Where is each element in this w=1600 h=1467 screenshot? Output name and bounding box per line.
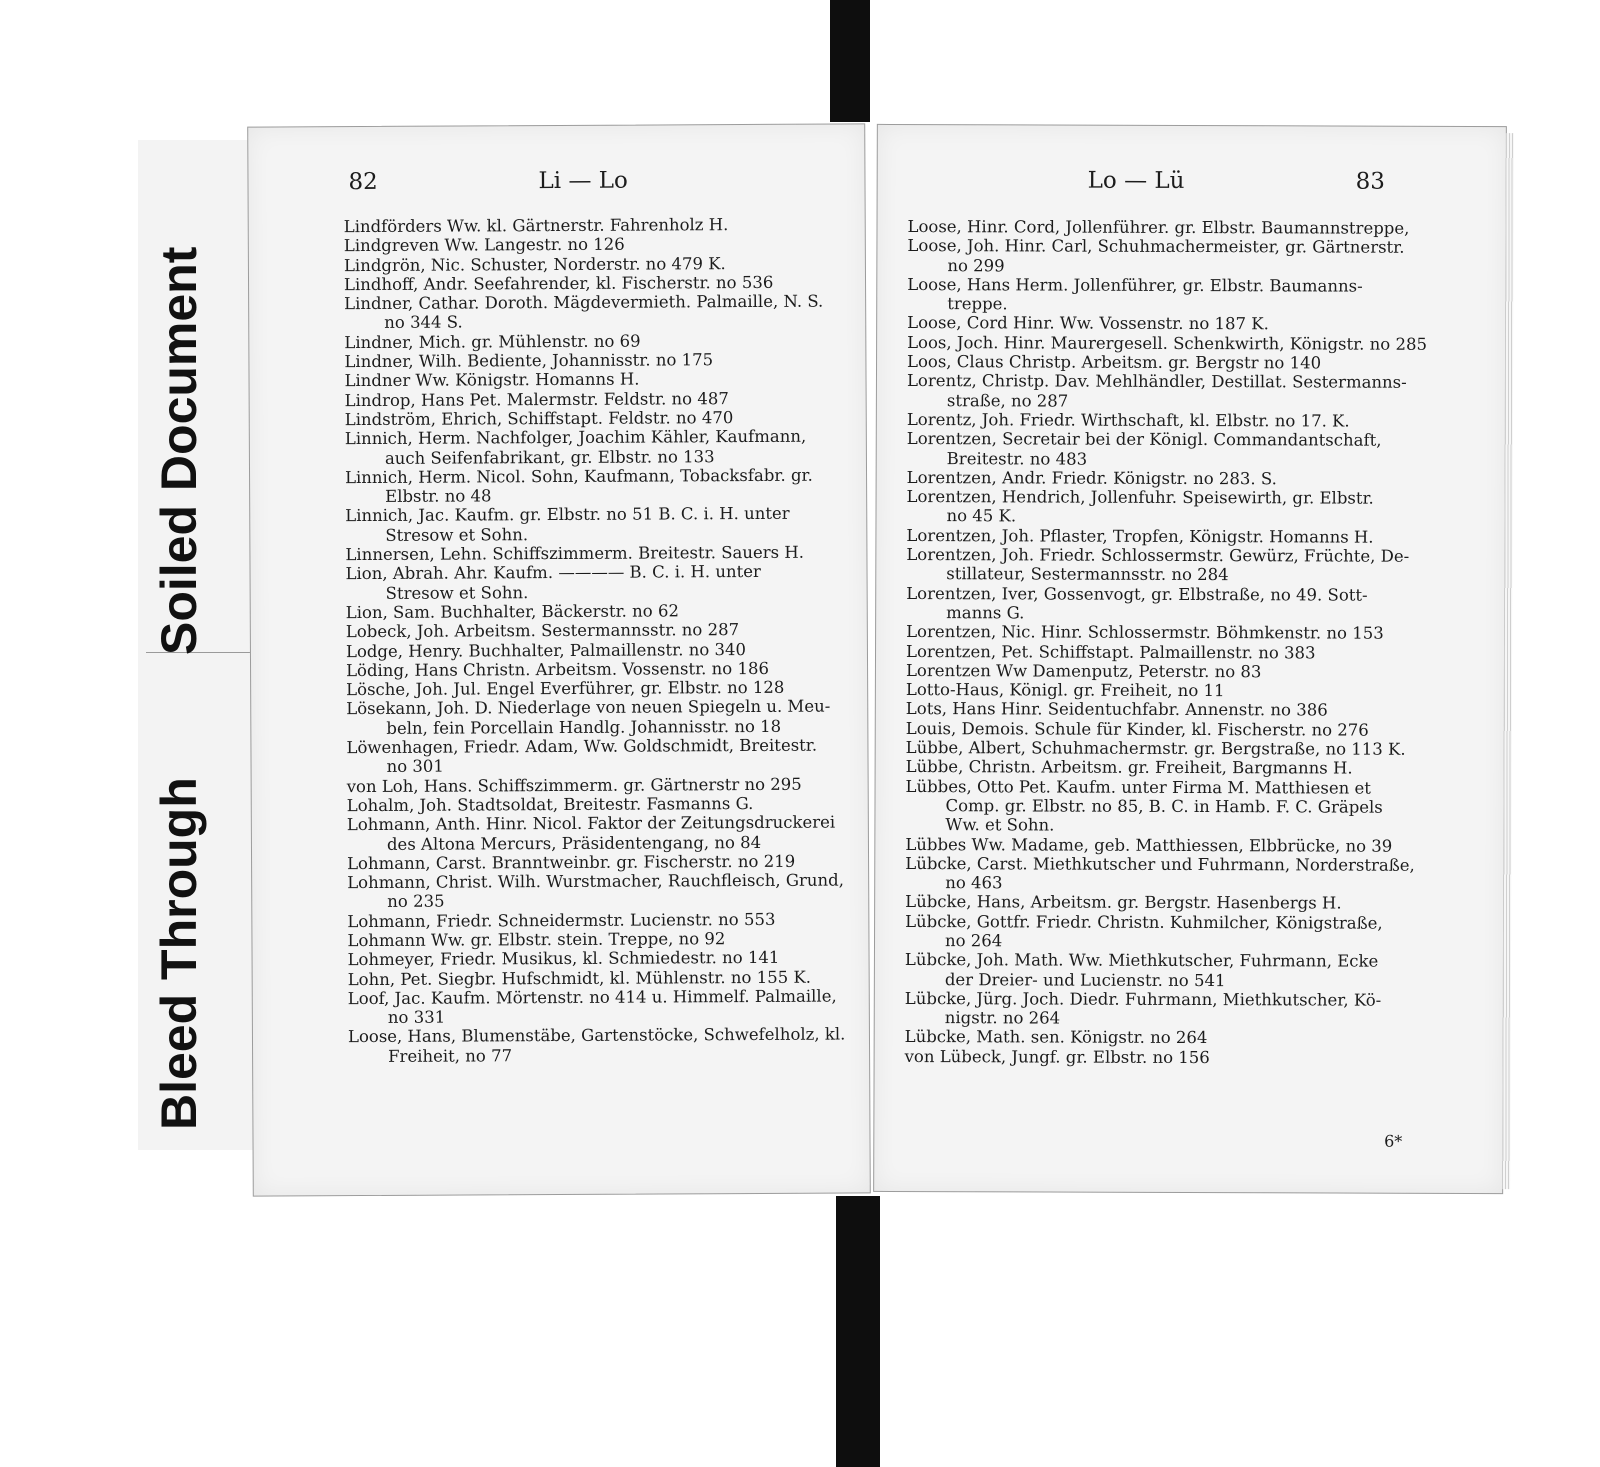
entry-line: Linnich, Jac. Kaufm. gr. Elbstr. no 51 B. C. i. H. unter [345,504,790,526]
entry-line: Comp. gr. Elbstr. no 85, B. C. in Hamb. F. C. Gräpels [945,796,1383,817]
stamp-label-soiled-document: Soiled Document [151,246,207,655]
entry-line: von Loh, Hans. Schiffszimmerm. gr. Gärtnerstr no 295 [346,774,802,796]
entry-line: Lorentzen Ww Damenputz, Peterstr. no 83 [905,660,1262,682]
entry-line: Löwenhagen, Friedr. Adam, Ww. Goldschmidt, Breitestr. [346,735,818,758]
entry-line: no 344 S. [384,312,463,333]
entry-line: Lindner, Mich. gr. Mühlenstr. no 69 [344,331,641,352]
entry-line: Lindgrön, Nic. Schuster, Norderstr. no 479 K. [343,253,726,275]
entry-line: Lots, Hans Hinr. Seidentuchfabr. Annenstr. no 386 [905,699,1328,720]
entry-line: Lorentz, Joh. Friedr. Wirthschaft, kl. Elbstr. no 17. K. [906,409,1350,431]
entry-line: Lübcke, Joh. Math. Ww. Miethkutscher, Fuhrmann, Ecke [904,950,1379,971]
entry-line: no 264 [944,931,1003,951]
entry-line: Lübcke, Carst. Miethkutscher und Fuhrmann, Norderstraße, [905,853,1415,875]
entry-line: Lösche, Joh. Jul. Engel Everführer, gr. Elbstr. no 128 [346,677,785,700]
entry-line: Lorentzen, Joh. Friedr. Schlossermstr. Gewürz, Früchte, De- [906,545,1410,566]
right-page-number: 83 [1355,168,1385,195]
left-page-number: 82 [348,168,378,196]
entry-line: manns G. [946,603,1025,623]
entry-line: Lindrop, Hans Pet. Malermstr. Feldstr. no 487 [344,388,729,410]
entry-line: Lübcke, Jürg. Joch. Diedr. Fuhrmann, Miethkutscher, Kö- [904,988,1382,1010]
entry-line: Loose, Cord Hinr. Ww. Vossenstr. no 187 K. [907,313,1269,334]
entry-line: Lohalm, Joh. Stadtsoldat, Breitestr. Fasmanns G. [346,793,754,816]
entry-line: Lübbe, Christn. Arbeitsm. gr. Freiheit, Bargmanns H. [905,757,1353,778]
entry-line: Linnich, Herm. Nicol. Sohn, Kaufmann, Tobacksfabr. gr. [344,465,813,487]
entry-line: Linnich, Herm. Nachfolger, Joachim Kähler, Kaufmann, [344,426,807,449]
entry-line: Lindgreven Ww. Langestr. no 126 [343,234,625,256]
entry-line: Lohmann, Friedr. Schneidermstr. Lucienstr. no 553 [347,909,776,931]
entry-line: Lohn, Pet. Siegbr. Hufschmidt, kl. Mühlenstr. no 155 K. [347,967,812,989]
entry-line: Lobeck, Joh. Arbeitsm. Sestermannsstr. no 287 [345,620,740,642]
entry-line: Lorentz, Christp. Dav. Mehlhändler, Destillat. Sestermanns- [906,371,1407,393]
entry-line: Loof, Jac. Kaufm. Mörtenstr. no 414 u. Himmelf. Palmaille, [347,986,837,1008]
entry-line: Lübbes Ww. Madame, geb. Matthiessen, Elbbrücke, no 39 [905,834,1393,856]
entry-line: treppe. [947,294,1008,314]
right-page [873,124,1507,1194]
entry-line: Lübbes, Otto Pet. Kaufm. unter Firma M. Matthiesen et [905,776,1371,798]
entry-line: stillateur, Sestermannsstr. no 284 [946,564,1229,585]
entry-line: nigstr. no 264 [944,1008,1061,1028]
signature-mark: 6* [1384,1131,1403,1151]
entry-line: Lohmeyer, Friedr. Musikus, kl. Schmiedestr. no 141 [347,948,780,970]
entry-line: Lorentzen, Iver, Gossenvogt, gr. Elbstraße, no 49. Sott- [906,583,1368,605]
entry-line: Linnersen, Lehn. Schiffszimmerm. Breitestr. Sauers H. [345,542,805,565]
entry-line: no 235 [387,891,445,912]
entry-line: no 463 [945,873,1003,893]
right-entry-list [905,217,1428,1068]
entry-line: Lion, Sam. Buchhalter, Bäckerstr. no 62 [345,601,679,623]
entry-line: Loos, Joch. Hinr. Maurergesell. Schenkwirth, Königstr. no 285 [907,332,1428,354]
entry-line: Loose, Joh. Hinr. Carl, Schuhmachermeister, gr. Gärtnerstr. [907,236,1405,258]
entry-line: Lohmann, Anth. Hinr. Nicol. Faktor der Zeitungsdruckerei [346,812,836,835]
book-spine-top [830,0,870,122]
entry-line: straße, no 287 [946,390,1069,411]
entry-line: Lorentzen, Andr. Friedr. Königstr. no 283. S. [906,467,1277,489]
entry-line: Lorentzen, Pet. Schiffstapt. Palmaillenstr. no 383 [905,641,1316,662]
left-running-head: Li — Lo [538,167,628,195]
entry-line: Lindner Ww. Königstr. Homanns H. [344,369,640,391]
entry-line: Freiheit, no 77 [388,1046,513,1066]
right-running-head: Lo — Lü [1087,167,1185,194]
entry-line: Lorentzen, Joh. Pflaster, Tropfen, Königstr. Homanns H. [906,525,1374,547]
left-page [247,123,871,1196]
entry-line: Lohmann, Carst. Branntweinbr. gr. Fischerstr. no 219 [347,851,796,873]
entry-line: Lindförders Ww. kl. Gärtnerstr. Fahrenholz H. [343,215,729,237]
entry-line: Lübbe, Albert, Schuhmachermstr. gr. Bergstraße, no 113 K. [905,738,1406,759]
entry-line: Lindner, Cathar. Doroth. Mägdevermieth. Palmaille, N. S. [344,291,824,314]
entry-line: Lindhoff, Andr. Seefahrender, kl. Fischerstr. no 536 [343,272,774,295]
entry-line: Löding, Hans Christn. Arbeitsm. Vossenstr. no 186 [346,658,769,680]
entry-line: no 299 [947,255,1005,275]
left-entry-list [344,215,846,1067]
entry-line: von Lübeck, Jungf. gr. Elbstr. no 156 [904,1046,1210,1067]
entry-line: no 331 [387,1007,446,1028]
entry-line: Lübcke, Hans, Arbeitsm. gr. Bergstr. Hasenbergs H. [905,892,1342,913]
entry-line: no 301 [386,756,444,777]
entry-line: Lohmann, Christ. Wilh. Wurstmacher, Rauchfleisch, Grund, [347,870,845,893]
entry-line: Lodge, Henry. Buchhalter, Palmaillenstr. no 340 [345,639,747,661]
entry-line: Lübcke, Gottfr. Friedr. Christn. Kuhmilcher, Königstraße, [905,911,1383,933]
entry-line: Lion, Abrah. Ahr. Kaufm. ———— B. C. i. H. unter [345,562,761,584]
entry-line: Stresow et Sohn. [385,524,529,545]
entry-line: Louis, Demois. Schule für Kinder, kl. Fischerstr. no 276 [905,718,1369,740]
entry-line: Lindner, Wilh. Bediente, Johannisstr. no 175 [344,350,714,372]
entry-line: Lohmann Ww. gr. Elbstr. stein. Treppe, no 92 [347,929,726,951]
entry-line: Ww. et Sohn. [945,815,1055,835]
stamp-label-bleed-through: Bleed Through [151,777,207,1130]
entry-line: Loose, Hans, Blumenstäbe, Gartenstöcke, Schwefelholz, kl. [347,1024,846,1047]
entry-line: Lösekann, Joh. D. Niederlage von neuen Spiegeln u. Meu- [346,697,831,719]
book-spine-bottom [836,1196,880,1467]
entry-line: Lorentzen, Nic. Hinr. Schlossermstr. Böhmkenstr. no 153 [906,622,1384,643]
entry-line: Breitestr. no 483 [946,448,1088,469]
page-edge [1502,133,1514,1189]
entry-line: Elbstr. no 48 [385,486,492,507]
entry-line: Lorentzen, Hendrich, Jollenfuhr. Speisewirth, gr. Elbstr. [906,487,1374,508]
entry-line: Lübcke, Math. sen. Königstr. no 264 [904,1027,1208,1048]
entry-line: beln, fein Porcellain Handlg. Johannisstr. no 18 [386,716,782,738]
entry-line: des Altona Mercurs, Präsidentengang, no 84 [386,832,762,854]
entry-line: der Dreier- und Lucienstr. no 541 [944,969,1226,990]
entry-line: Lindström, Ehrich, Schiffstapt. Feldstr. no 470 [344,408,734,430]
entry-line: Lorentzen, Secretair bei der Königl. Commandantschaft, [906,429,1382,450]
open-book [250,125,1500,1195]
entry-line: Loos, Claus Christp. Arbeitsm. gr. Bergstr no 140 [907,352,1322,373]
entry-line: Loose, Hinr. Cord, Jollenführer. gr. Elbstr. Baumannstreppe, [907,217,1410,238]
entry-line: no 45 K. [946,506,1017,526]
entry-line: Stresow et Sohn. [385,582,529,603]
entry-line: auch Seifenfabrikant, gr. Elbstr. no 133 [384,446,715,468]
entry-line: Lotto-Haus, Königl. gr. Freiheit, no 11 [905,680,1225,701]
entry-line: Loose, Hans Herm. Jollenführer, gr. Elbstr. Baumanns- [907,274,1363,296]
